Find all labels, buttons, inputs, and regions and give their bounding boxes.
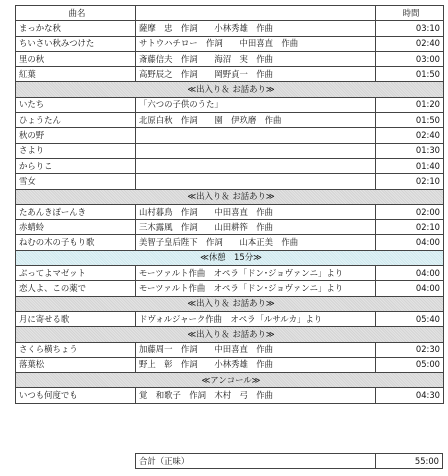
song-credits-cell <box>136 143 376 158</box>
song-credits-cell: 野上 彰 作詞 小林秀雄 作曲 <box>136 357 376 372</box>
song-time-cell: 01:20 <box>376 97 444 112</box>
song-title-cell: たあんきぽーんき <box>16 204 136 219</box>
song-title-cell: さくら横ちょう <box>16 342 136 357</box>
section-label: ≪休憩 15分≫ <box>16 250 444 265</box>
song-credits-cell: 加藤周一 作詞 中田喜直 作曲 <box>136 342 376 357</box>
song-title-cell: ぶってよマゼット <box>16 266 136 281</box>
intermission-row <box>16 250 444 265</box>
total-label-cell: 合計（正味） <box>136 454 376 469</box>
song-credits-cell: 三木露風 作詞 山田耕筰 作曲 <box>136 220 376 235</box>
song-time-cell: 04:00 <box>376 235 444 250</box>
song-title-cell: いつも何度でも <box>16 388 136 403</box>
song-row <box>16 67 444 82</box>
song-time-cell: 04:00 <box>376 281 444 296</box>
song-credits-cell: 斎藤信夫 作詞 海沼 実 作曲 <box>136 51 376 66</box>
song-credits-cell: モーツァルト作曲 オペラ「ドン･ジョヴァンニ」より <box>136 281 376 296</box>
table-header-row <box>16 6 444 21</box>
song-credits-cell: 覚 和歌子 作詞 木村 弓 作曲 <box>136 388 376 403</box>
section-label: ≪出入り＆ お話あり≫ <box>16 189 444 204</box>
song-title-cell: 落葉松 <box>16 357 136 372</box>
song-row <box>16 204 444 219</box>
song-time-cell: 03:10 <box>376 21 444 36</box>
song-title-cell: ひょうたん <box>16 113 136 128</box>
song-credits-cell <box>136 174 376 189</box>
section-label: ≪アンコール≫ <box>16 373 444 388</box>
total-time-cell: 55:00 <box>376 454 443 469</box>
song-time-cell: 01:50 <box>376 113 444 128</box>
song-title-cell: 恋人よ、この薬で <box>16 281 136 296</box>
song-row <box>16 97 444 112</box>
section-label: ≪出入り＆ お話あり≫ <box>16 296 444 311</box>
song-time-cell: 04:00 <box>376 266 444 281</box>
song-time-cell: 01:30 <box>376 143 444 158</box>
song-row <box>16 266 444 281</box>
section-divider-row <box>16 373 444 388</box>
song-credits-cell: サトウハチロー 作詞 中田喜直 作曲 <box>136 36 376 51</box>
song-credits-cell <box>136 128 376 143</box>
program-table-body <box>16 6 444 404</box>
section-label: ≪出入り＆ お話あり≫ <box>16 82 444 97</box>
song-credits-cell: 高野辰之 作詞 岡野貞一 作曲 <box>136 67 376 82</box>
song-row <box>16 128 444 143</box>
song-title-cell: 秋の野 <box>16 128 136 143</box>
song-time-cell: 02:40 <box>376 128 444 143</box>
section-divider-row <box>16 296 444 311</box>
total-table <box>135 453 443 469</box>
song-row <box>16 174 444 189</box>
song-row <box>16 281 444 296</box>
song-title-cell: いたち <box>16 97 136 112</box>
song-time-cell: 01:50 <box>376 67 444 82</box>
song-row <box>16 235 444 250</box>
header-time-cell: 時間 <box>376 6 444 21</box>
song-row <box>16 21 444 36</box>
total-row <box>136 454 443 469</box>
song-row <box>16 143 444 158</box>
song-time-cell: 02:10 <box>376 220 444 235</box>
song-credits-cell: ドヴォルジャーク作曲 オペラ「ルサルカ」より <box>136 311 376 326</box>
song-title-cell: 里の秋 <box>16 51 136 66</box>
song-time-cell: 02:40 <box>376 36 444 51</box>
song-title-cell: ちいさい秋みつけた <box>16 36 136 51</box>
section-divider-row <box>16 327 444 342</box>
song-credits-cell: 薩摩 忠 作詞 小林秀雄 作曲 <box>136 21 376 36</box>
song-row <box>16 158 444 173</box>
song-title-cell: 雪女 <box>16 174 136 189</box>
program-table <box>15 5 444 404</box>
song-credits-cell: 山村暮鳥 作詞 中田喜直 作曲 <box>136 204 376 219</box>
song-title-cell: 月に寄せる歌 <box>16 311 136 326</box>
song-credits-cell <box>136 158 376 173</box>
section-divider-row <box>16 82 444 97</box>
song-time-cell: 01:40 <box>376 158 444 173</box>
song-time-cell: 02:10 <box>376 174 444 189</box>
song-credits-cell: モーツァルト作曲 オペラ「ドン･ジョヴァンニ」より <box>136 266 376 281</box>
song-title-cell: まっかな秋 <box>16 21 136 36</box>
song-time-cell: 04:30 <box>376 388 444 403</box>
song-row <box>16 113 444 128</box>
header-credits-cell <box>136 6 376 21</box>
song-row <box>16 342 444 357</box>
section-label: ≪出入り＆ お話あり≫ <box>16 327 444 342</box>
song-row <box>16 311 444 326</box>
song-title-cell: 赤蜻蛉 <box>16 220 136 235</box>
song-time-cell: 05:40 <box>376 311 444 326</box>
header-title-cell: 曲名 <box>16 6 136 21</box>
song-row <box>16 51 444 66</box>
song-time-cell: 02:00 <box>376 204 444 219</box>
song-title-cell: ねむの木の子もり歌 <box>16 235 136 250</box>
song-time-cell: 05:00 <box>376 357 444 372</box>
song-title-cell: さより <box>16 143 136 158</box>
song-time-cell: 03:00 <box>376 51 444 66</box>
song-title-cell: からりこ <box>16 158 136 173</box>
song-credits-cell: 北原白秋 作詞 園 伊玖磨 作曲 <box>136 113 376 128</box>
song-title-cell: 紅葉 <box>16 67 136 82</box>
song-time-cell: 02:30 <box>376 342 444 357</box>
song-row <box>16 357 444 372</box>
section-divider-row <box>16 189 444 204</box>
song-credits-cell: 美智子皇后陛下 作詞 山本正美 作曲 <box>136 235 376 250</box>
song-row <box>16 220 444 235</box>
song-row <box>16 36 444 51</box>
song-row <box>16 388 444 403</box>
song-credits-cell: 「六つの子供のうた」 <box>136 97 376 112</box>
